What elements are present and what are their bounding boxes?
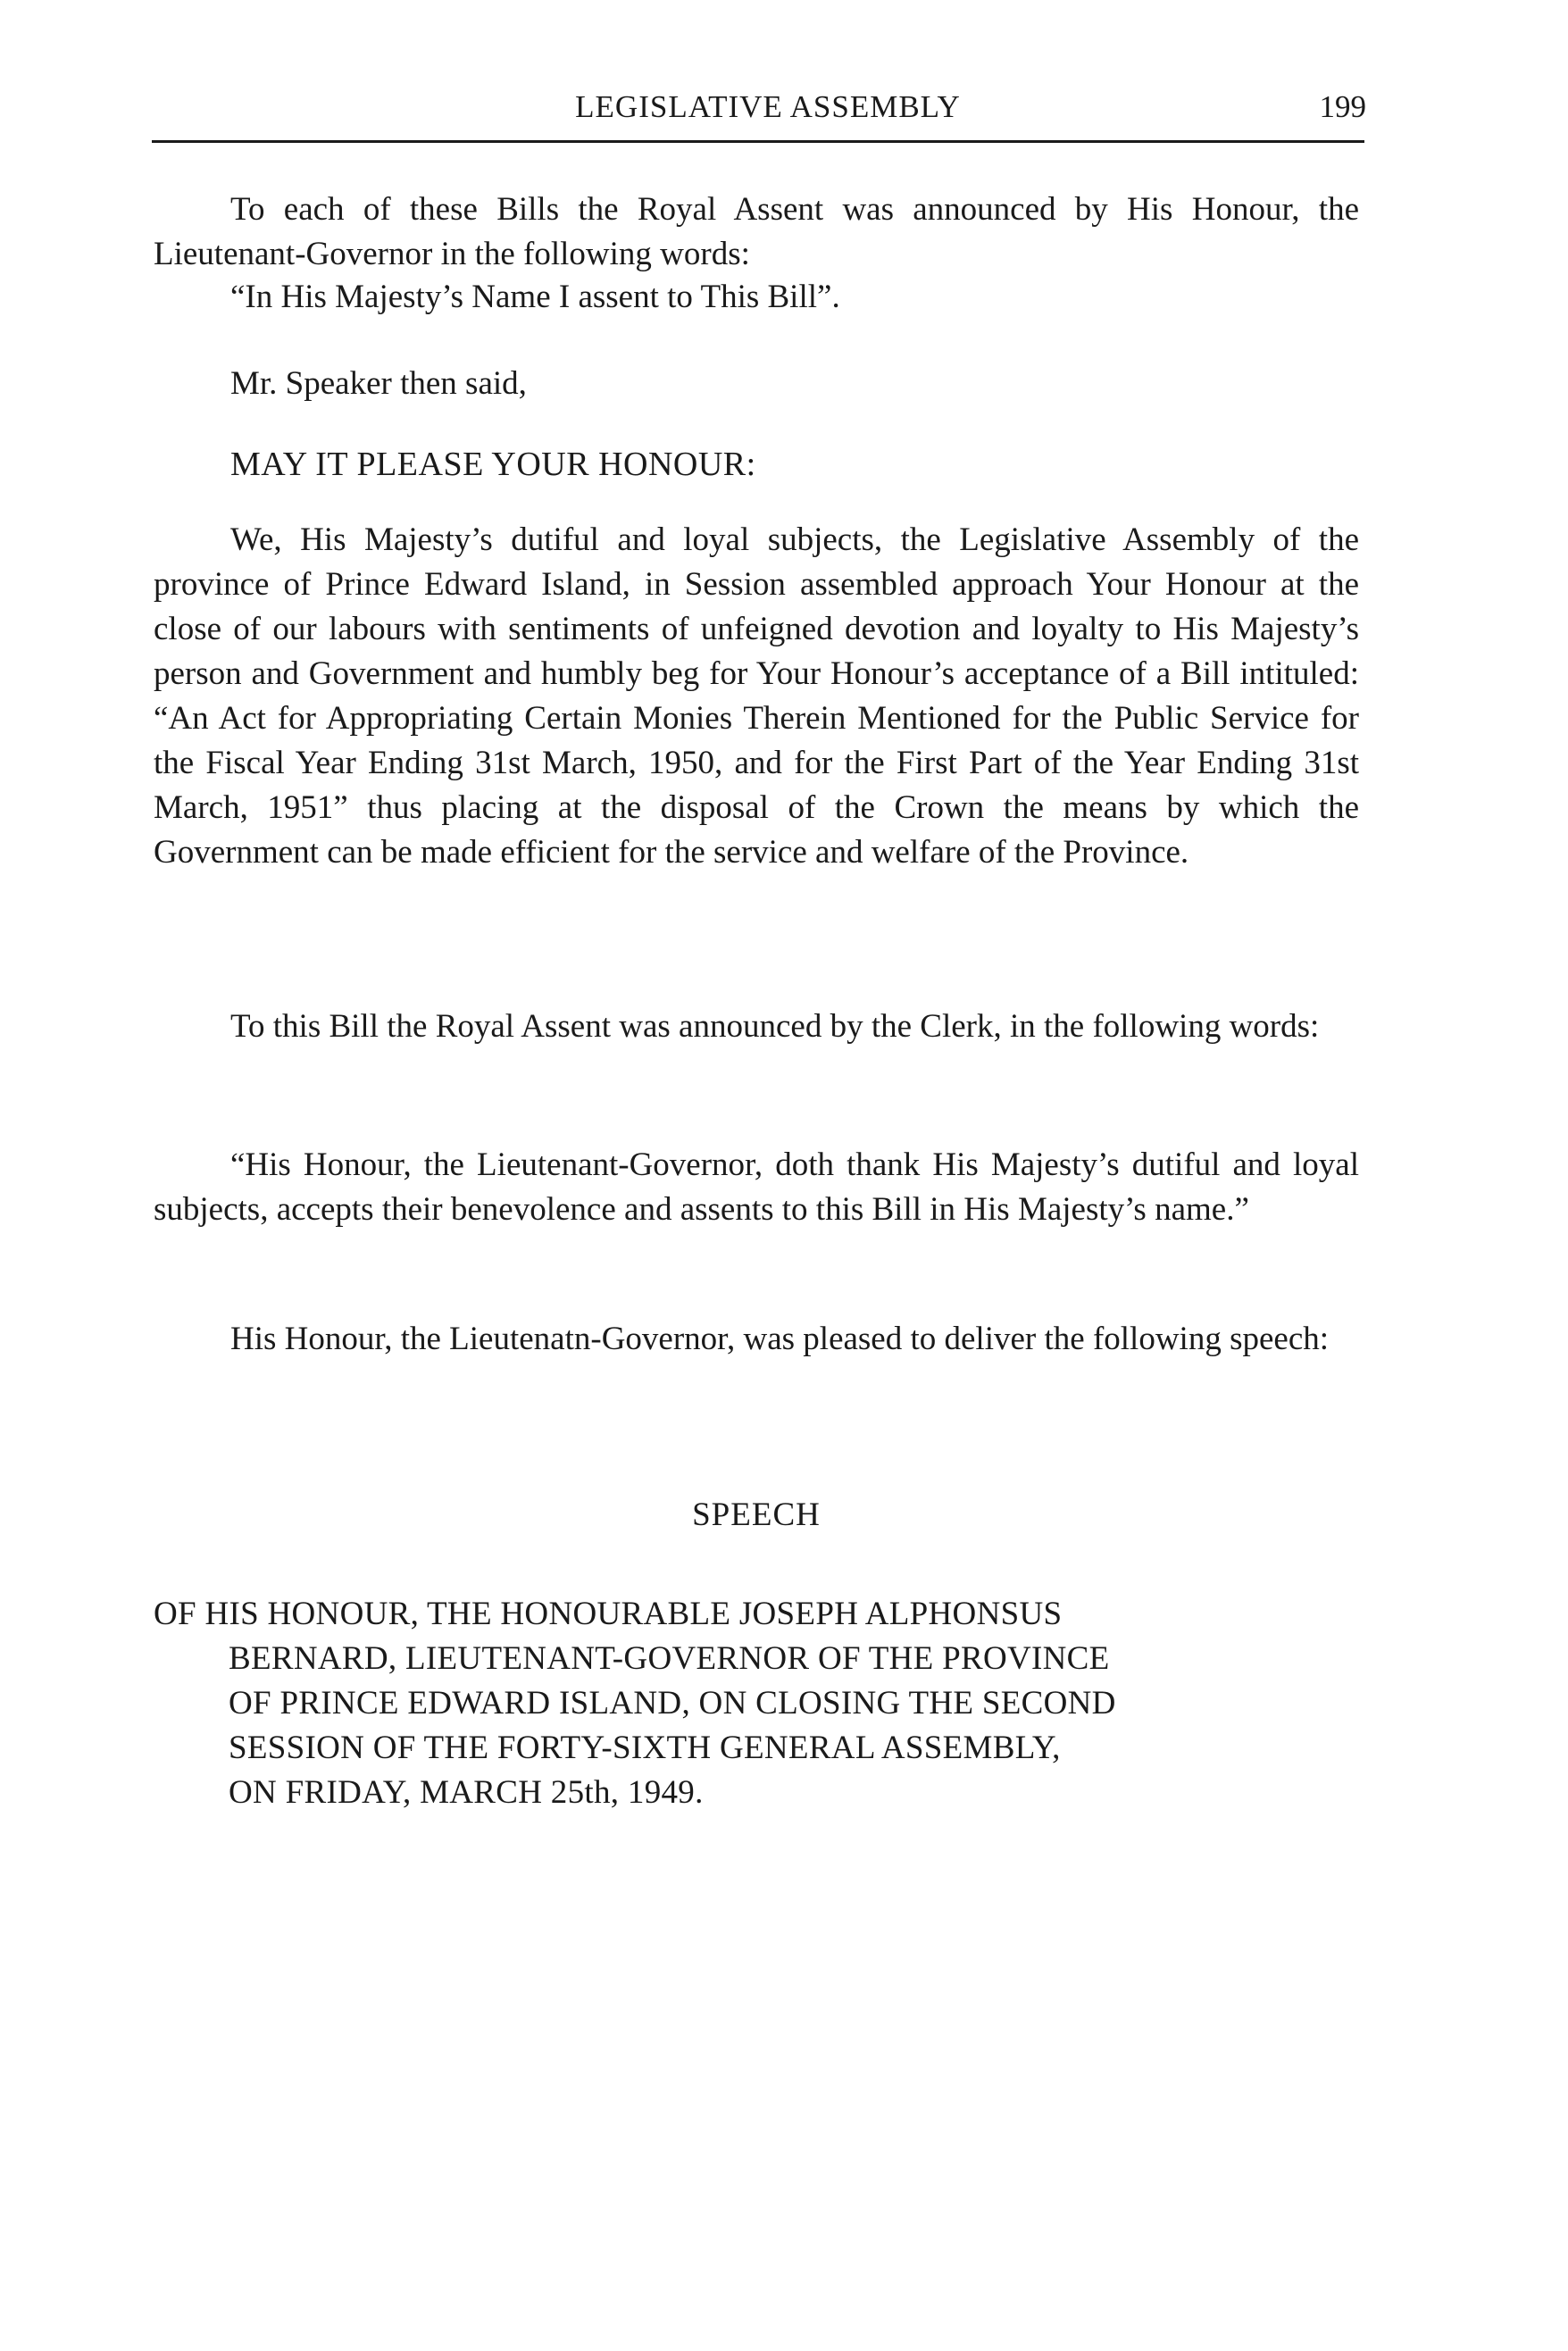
paragraph-assembly-address: We, His Majesty’s dutiful and loyal subjects, the Legislative Assembly of the province of Prince Edward Island, in Session assembled approach Your Honour at the close of our labours with sentiments of unfeigned devotion and loyalty to His Majesty’s person and Government and humbly beg for Your Honour’s acceptance of a Bill intituled: “An Act for Appropriating Certain Monies Therein Mentioned for the Public Service for the Fiscal Year Ending 31st March, 1950, and for the First Part of the Year Ending 31st March, 1951” thus placing at the disposal of the Crown the means by which the Government can be made efficient for the service and welfare of the Province. <box>154 521 1359 871</box>
speech-title <box>154 1592 1368 1815</box>
speech-heading: SPEECH <box>692 1496 821 1533</box>
paragraph-assent-words: “In His Majesty’s Name I assent to This Bill”. <box>230 279 840 315</box>
header-title: LEGISLATIVE ASSEMBLY <box>575 89 961 124</box>
paragraph-speech-intro: His Honour, the Lieutenatn-Governor, was pleased to deliver the following speech: <box>230 1321 1330 1357</box>
speech-title-line: OF PRINCE EDWARD ISLAND, ON CLOSING THE SECOND <box>229 1685 1116 1722</box>
running-header <box>152 89 1384 143</box>
speech-title-line: SESSION OF THE FORTY-SIXTH GENERAL ASSEMBLY, <box>229 1730 1061 1766</box>
paragraph-clerk-announcement: To this Bill the Royal Assent was announced by the Clerk, in the following words: <box>230 1008 1320 1045</box>
speech-title-line: ON FRIDAY, MARCH 25th, 1949. <box>229 1774 704 1811</box>
paragraph-speaker-said: Mr. Speaker then said, <box>230 365 527 402</box>
speech-title-line: BERNARD, LIEUTENANT-GOVERNOR OF THE PROVINCE <box>229 1640 1110 1677</box>
speech-title-line: OF HIS HONOUR, THE HONOURABLE JOSEPH ALPHONSUS <box>154 1596 1063 1632</box>
paragraph-governor-thanks: “His Honour, the Lieutenant-Governor, doth thank His Majesty’s dutiful and loyal subjects, accepts their benevolence and assents to this Bill in His Majesty’s name.” <box>154 1146 1359 1228</box>
page-number: 199 <box>1319 89 1366 124</box>
address-salutation: MAY IT PLEASE YOUR HONOUR: <box>230 446 756 483</box>
paragraph-royal-assent-announcement: To each of these Bills the Royal Assent was announced by His Honour, the Lieutenant-Governor in the following words: <box>154 191 1359 272</box>
header-rule <box>152 140 1364 143</box>
